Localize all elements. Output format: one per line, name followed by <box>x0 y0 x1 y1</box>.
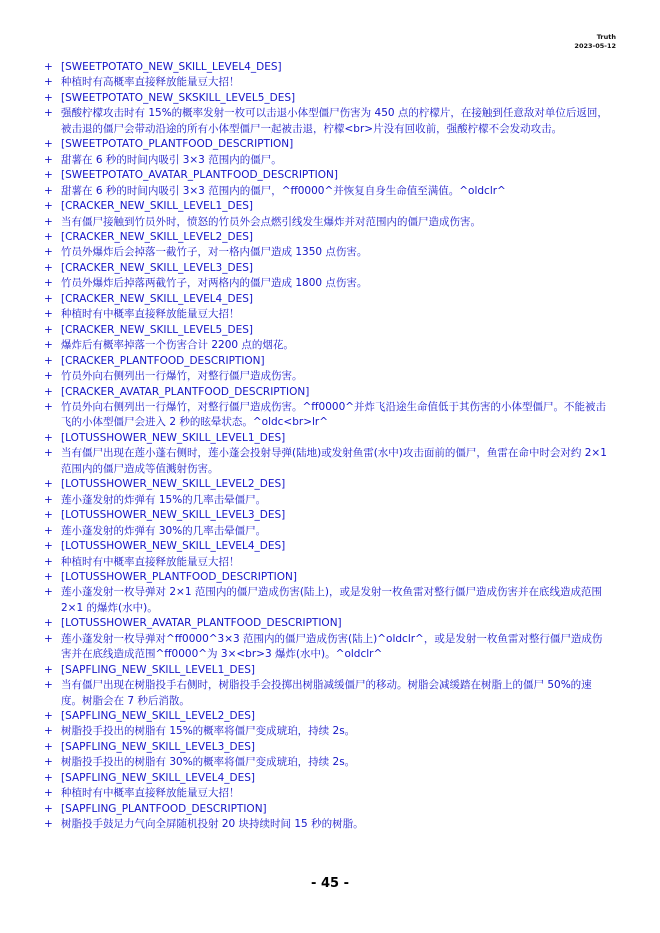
bullet-plus: + <box>44 586 53 599</box>
bullet-plus: + <box>44 138 53 151</box>
list-item-text: [LOTUSSHOWER_NEW_SKILL_LEVEL1_DES] <box>61 431 286 444</box>
bullet-plus: + <box>44 323 53 336</box>
bullet-plus: + <box>44 169 53 182</box>
list-item <box>44 508 612 523</box>
bullet-plus: + <box>44 663 53 676</box>
list-item <box>44 555 612 570</box>
bullet-plus: + <box>44 478 53 491</box>
bullet-plus: + <box>44 339 53 352</box>
list-item <box>44 60 612 75</box>
page-header <box>574 33 616 51</box>
list-item-text: [SWEETPOTATO_NEW_SKSKILL_LEVEL5_DES] <box>61 91 296 104</box>
bullet-plus: + <box>44 802 53 815</box>
list-item-text: [SWEETPOTATO_PLANTFOOD_DESCRIPTION] <box>61 138 294 151</box>
list-item-text: 竹员外爆炸后会掉落一截竹子，对一格内僵尸造成 1350 点伤害。 <box>61 246 368 259</box>
list-item-text: 甜薯在 6 秒的时间内吸引 3×3 范围内的僵尸，^ff0000^并恢复自身生命值至满值。^oldclr^ <box>61 184 506 197</box>
bullet-plus: + <box>44 555 53 568</box>
list-item-text: 种植时有中概率直接释放能量豆大招！ <box>61 555 240 568</box>
bullet-plus: + <box>44 184 53 197</box>
bullet-plus: + <box>44 493 53 506</box>
list-item <box>44 755 612 770</box>
list-item <box>44 307 612 322</box>
list-item <box>44 740 612 755</box>
header-title: Truth <box>596 33 616 41</box>
bullet-plus: + <box>44 153 53 166</box>
list-item-text: [CRACKER_NEW_SKILL_LEVEL5_DES] <box>61 323 253 336</box>
list-item-text: [LOTUSSHOWER_AVATAR_PLANTFOOD_DESCRIPTION] <box>61 617 342 630</box>
list-item-text: [CRACKER_NEW_SKILL_LEVEL4_DES] <box>61 292 253 305</box>
list-item <box>44 137 612 152</box>
list-item <box>44 385 612 400</box>
list-item <box>44 261 612 276</box>
bullet-plus: + <box>44 230 53 243</box>
bullet-plus: + <box>44 354 53 367</box>
bullet-plus: + <box>44 200 53 213</box>
string-list <box>44 60 612 833</box>
list-item <box>44 771 612 786</box>
list-item <box>44 632 612 663</box>
list-item <box>44 709 612 724</box>
list-item <box>44 678 612 709</box>
list-item <box>44 184 612 199</box>
list-item-text: 当有僵尸出现在莲小蓬右侧时，莲小蓬会投射导弹(陆地)或发射鱼雷(水中)攻击面前的僵尸，鱼雷在命中时会对约 2×1 范围内的僵尸造成等值溅射伤害。 <box>61 447 607 475</box>
list-item <box>44 369 612 384</box>
list-item-text: 树脂投手鼓足力气向全屏随机投射 20 块持续时间 15 秒的树脂。 <box>61 818 364 831</box>
list-item-text: [LOTUSSHOWER_NEW_SKILL_LEVEL3_DES] <box>61 509 286 522</box>
list-item-text: 竹员外向右侧列出一行爆竹，对整行僵尸造成伤害。^ff0000^并炸飞沿途生命值低于其伤害的小体型僵尸。不能被击飞的小体型僵尸会进入 2 秒的眩晕状态。^oldc<br>lr^ <box>61 400 607 429</box>
list-item-text: 甜薯在 6 秒的时间内吸引 3×3 范围内的僵尸。 <box>61 153 282 166</box>
list-item <box>44 585 612 616</box>
list-item-text: [SAPFLING_NEW_SKILL_LEVEL2_DES] <box>61 710 255 723</box>
list-item <box>44 276 612 291</box>
bullet-plus: + <box>44 771 53 784</box>
list-item-text: [LOTUSSHOWER_NEW_SKILL_LEVEL4_DES] <box>61 540 286 553</box>
list-item <box>44 354 612 369</box>
list-item <box>44 230 612 245</box>
bullet-plus: + <box>44 107 53 120</box>
bullet-plus: + <box>44 710 53 723</box>
list-item-text: 莲小蓬发射的炸弹有 30%的几率击晕僵尸。 <box>61 524 267 537</box>
list-item <box>44 91 612 106</box>
page-number: - 45 - <box>311 876 349 891</box>
list-item-text: 当有僵尸接触到竹员外时，愤怒的竹员外会点燃引线发生爆炸并对范围内的僵尸造成伤害。 <box>61 215 481 228</box>
bullet-plus: + <box>44 679 53 692</box>
list-item-text: 种植时有中概率直接释放能量豆大招！ <box>61 787 240 800</box>
bullet-plus: + <box>44 787 53 800</box>
bullet-plus: + <box>44 370 53 383</box>
list-item <box>44 75 612 90</box>
list-item <box>44 215 612 230</box>
list-item <box>44 292 612 307</box>
header-date: 2023-05-12 <box>574 42 616 50</box>
list-item <box>44 724 612 739</box>
list-item <box>44 199 612 214</box>
list-item-text: 树脂投手投出的树脂有 15%的概率将僵尸变成琥珀，持续 2s。 <box>61 725 356 738</box>
list-item <box>44 663 612 678</box>
bullet-plus: + <box>44 308 53 321</box>
bullet-plus: + <box>44 818 53 831</box>
list-item-text: [LOTUSSHOWER_NEW_SKILL_LEVEL2_DES] <box>61 478 286 491</box>
list-item <box>44 802 612 817</box>
bullet-plus: + <box>44 292 53 305</box>
list-item-text: [SAPFLING_NEW_SKILL_LEVEL4_DES] <box>61 771 255 784</box>
list-item-text: 竹员外爆炸后掉落两截竹子，对两格内的僵尸造成 1800 点伤害。 <box>61 277 368 290</box>
bullet-plus: + <box>44 76 53 89</box>
bullet-plus: + <box>44 540 53 553</box>
list-item-text: 种植时有高概率直接释放能量豆大招！ <box>61 76 240 89</box>
bullet-plus: + <box>44 632 53 645</box>
list-item <box>44 106 612 137</box>
bullet-plus: + <box>44 617 53 630</box>
list-item <box>44 477 612 492</box>
list-item-text: 莲小蓬发射一枚导弹对 2×1 范围内的僵尸造成伤害(陆上)，或是发射一枚鱼雷对整行僵尸造成伤害并在底线造成范围 2×1 的爆炸(水中)。 <box>61 586 603 614</box>
bullet-plus: + <box>44 277 53 290</box>
list-item <box>44 431 612 446</box>
bullet-plus: + <box>44 756 53 769</box>
bullet-plus: + <box>44 524 53 537</box>
list-item <box>44 786 612 801</box>
bullet-plus: + <box>44 61 53 73</box>
list-item-text: [SAPFLING_NEW_SKILL_LEVEL1_DES] <box>61 663 255 676</box>
list-item-text: 莲小蓬发射的炸弹有 15%的几率击晕僵尸。 <box>61 493 267 506</box>
list-item-text: [CRACKER_NEW_SKILL_LEVEL2_DES] <box>61 230 253 243</box>
list-item <box>44 153 612 168</box>
list-item <box>44 245 612 260</box>
list-item <box>44 817 612 832</box>
bullet-plus: + <box>44 246 53 259</box>
list-item <box>44 323 612 338</box>
list-item <box>44 446 612 477</box>
bullet-plus: + <box>44 215 53 228</box>
list-item-text: [SWEETPOTATO_NEW_SKILL_LEVEL4_DES] <box>61 61 282 73</box>
list-item <box>44 570 612 585</box>
list-item-text: [SAPFLING_NEW_SKILL_LEVEL3_DES] <box>61 740 255 753</box>
bullet-plus: + <box>44 431 53 444</box>
list-item-text: 种植时有中概率直接释放能量豆大招！ <box>61 308 240 321</box>
list-item-text: [CRACKER_AVATAR_PLANTFOOD_DESCRIPTION] <box>61 385 310 398</box>
list-item <box>44 493 612 508</box>
bullet-plus: + <box>44 725 53 738</box>
list-item-text: 树脂投手投出的树脂有 30%的概率将僵尸变成琥珀，持续 2s。 <box>61 756 356 769</box>
bullet-plus: + <box>44 447 53 460</box>
list-item <box>44 168 612 183</box>
list-item-text: [CRACKER_NEW_SKILL_LEVEL1_DES] <box>61 200 253 213</box>
list-item <box>44 616 612 631</box>
list-item-text: [LOTUSSHOWER_PLANTFOOD_DESCRIPTION] <box>61 570 297 583</box>
list-item-text: 竹员外向右侧列出一行爆竹，对整行僵尸造成伤害。 <box>61 370 303 383</box>
bullet-plus: + <box>44 740 53 753</box>
list-item <box>44 539 612 554</box>
bullet-plus: + <box>44 261 53 274</box>
list-item-text: [SWEETPOTATO_AVATAR_PLANTFOOD_DESCRIPTION] <box>61 169 338 182</box>
bullet-plus: + <box>44 91 53 104</box>
list-item-text: [SAPFLING_PLANTFOOD_DESCRIPTION] <box>61 802 267 815</box>
list-item <box>44 338 612 353</box>
list-item <box>44 400 612 431</box>
list-item-text: 强酸柠檬攻击时有 15%的概率发射一枚可以击退小体型僵尸伤害为 450 点的柠檬片，在接触到任意敌对单位后返回，被击退的僵尸会带动沿途的所有小体型僵尸一起被击退，柠檬<br>片没有回收前，强酸柠檬不会发动攻击。 <box>61 107 608 135</box>
list-item-text: 当有僵尸出现在树脂投手右侧时，树脂投手会投掷出树脂减缓僵尸的移动。树脂会减缓踏在树脂上的僵尸 50%的速度。树脂会在 7 秒后消散。 <box>61 679 592 707</box>
list-item-text: 莲小蓬发射一枚导弹对^ff0000^3×3 范围内的僵尸造成伤害(陆上)^oldclr^，或是发射一枚鱼雷对整行僵尸造成伤害并在底线造成范围^ff0000^为 3×<br>3 爆炸(水中)。^oldclr^ <box>61 632 603 661</box>
bullet-plus: + <box>44 570 53 583</box>
list-item-text: 爆炸后有概率掉落一个伤害合计 2200 点的烟花。 <box>61 339 294 352</box>
list-item-text: [CRACKER_NEW_SKILL_LEVEL3_DES] <box>61 261 253 274</box>
list-item-text: [CRACKER_PLANTFOOD_DESCRIPTION] <box>61 354 265 367</box>
bullet-plus: + <box>44 509 53 522</box>
bullet-plus: + <box>44 400 53 413</box>
bullet-plus: + <box>44 385 53 398</box>
list-item <box>44 524 612 539</box>
